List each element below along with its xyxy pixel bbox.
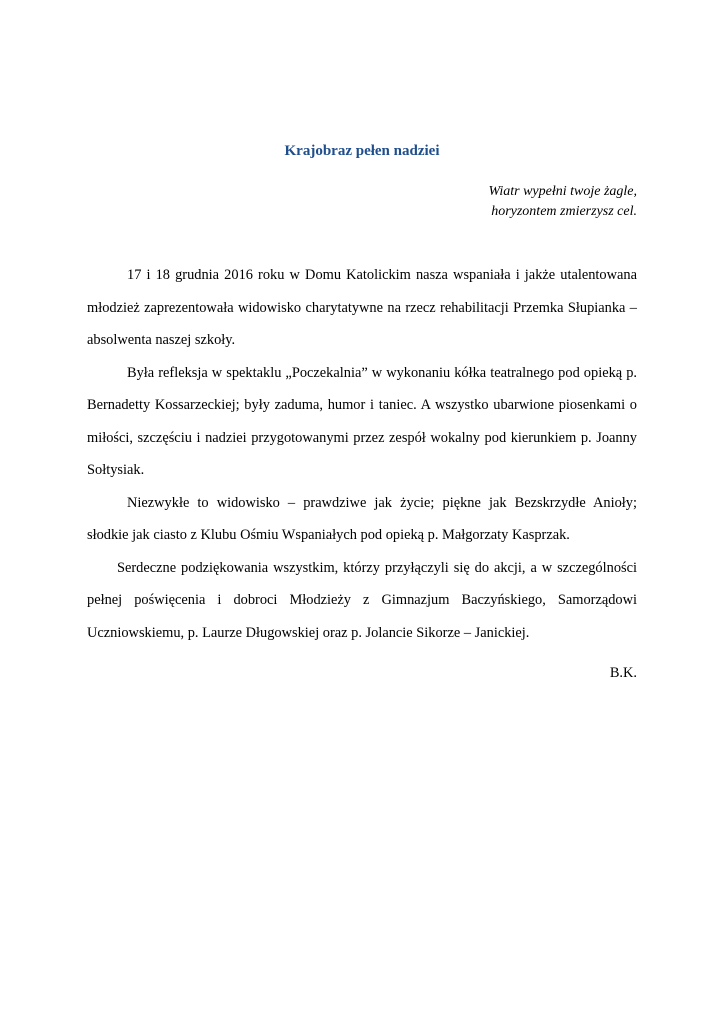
- body-text: [87, 259, 637, 649]
- signature: B.K.: [609, 665, 637, 681]
- paragraph-3: Niezwykłe to widowisko – prawdziwe jak życie; piękne jak Bezskrzydłe Anioły; słodkie jak ciasto z Klubu Ośmiu Wspaniałych pod opieką p. Małgorzaty Kasprzak.: [87, 494, 637, 543]
- motto-line-2: horyzontem zmierzysz cel.: [491, 204, 637, 219]
- paragraph-1: 17 i 18 grudnia 2016 roku w Domu Katolickim nasza wspaniała i jakże utalentowana młodzież zaprezentowała widowisko charytatywne na rzecz rehabilitacji Przemka Słupianka – absolwenta naszej szkoły.: [87, 267, 637, 348]
- document-title: Krajobraz pełen nadziei: [284, 143, 440, 159]
- motto-line-1: Wiatr wypełni twoje żagle,: [488, 184, 637, 199]
- motto: [488, 182, 637, 222]
- paragraph-4: Serdeczne podziękowania wszystkim, którzy przyłączyli się do akcji, a w szczególności pełnej poświęcenia i dobroci Młodzieży z Gimnazjum Baczyńskiego, Samorządowi Uczniowskiemu, p. Laurze Długowskiej oraz p. Jolancie Sikorze – Janickiej.: [87, 559, 637, 641]
- paragraph-2: Była refleksja w spektaklu „Poczekalnia” w wykonaniu kółka teatralnego pod opieką p. Bernadetty Kossarzeckiej; były zaduma, humor i taniec. A wszystko ubarwione piosenkami o miłości, szczęściu i nadziei przygotowanymi przez zespół wokalny pod kierunkiem p. Joanny Sołtysiak.: [87, 364, 637, 478]
